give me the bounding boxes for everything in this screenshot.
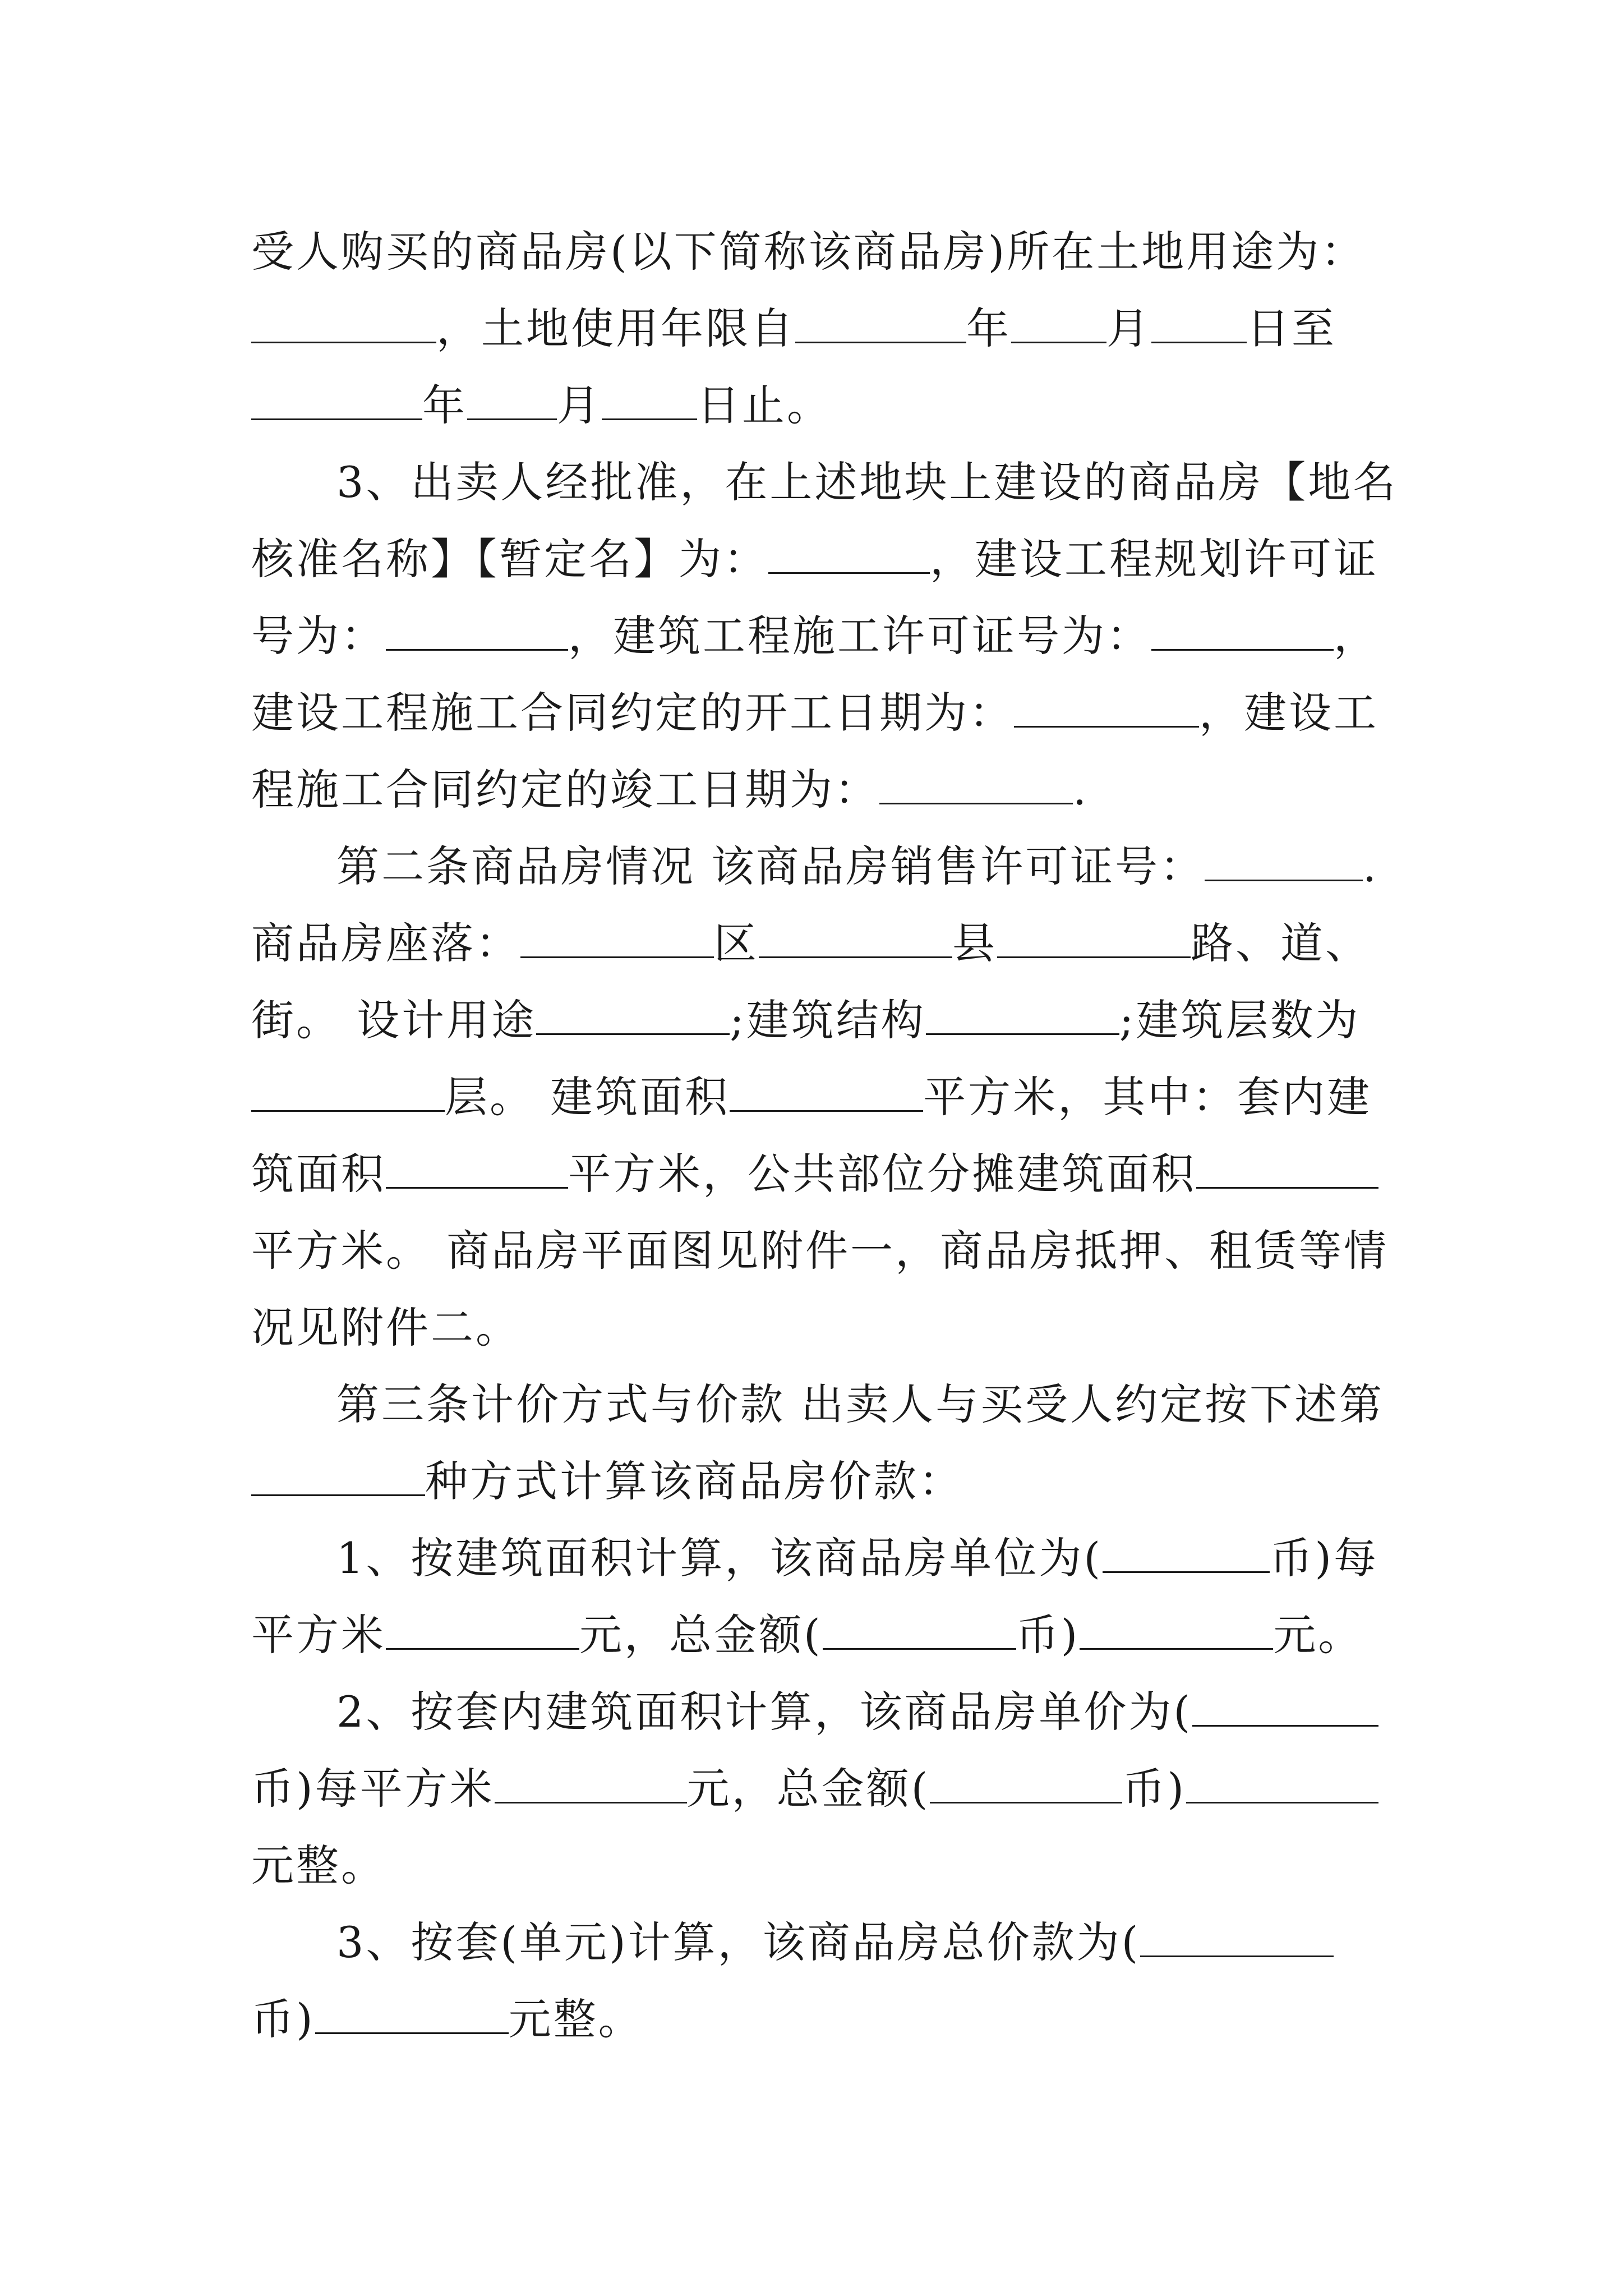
text-run: ;建筑层数为 [1119,995,1361,1045]
text-run: 币)每平方米 [251,1764,495,1814]
fill-in-blank[interactable] [1011,308,1106,343]
text-run: 层。 建筑面积 [445,1072,730,1122]
fill-in-blank[interactable] [315,1999,509,2034]
text-run: 平方米，公共部位分摊建筑面积 [568,1149,1196,1199]
fill-in-blank[interactable] [1196,1153,1378,1189]
fill-in-blank[interactable] [1140,1922,1334,1957]
text-line [251,367,1378,444]
text-run: ，建设工 [1199,688,1378,738]
text-line [251,1059,1378,1135]
fill-in-blank[interactable] [1151,308,1247,343]
text-run: 币) [1122,1764,1186,1814]
text-run: 县 [952,918,997,968]
fill-in-blank[interactable] [251,1076,445,1112]
text-run: 第二条商品房情况 该商品房销售许可证号： [336,841,1205,891]
text-run: 筑面积 [251,1149,386,1199]
fill-in-blank[interactable] [467,385,557,420]
text-run: ， [1334,611,1378,661]
text-run: ;建筑结构 [730,995,926,1045]
text-run: 2、按套内建筑面积计算，该商品房单价为( [336,1687,1193,1737]
text-run: 号为： [251,611,386,661]
text-line [251,674,1378,751]
text-run: 元。 [1273,1610,1363,1660]
text-run: 月 [557,380,602,430]
fill-in-blank[interactable] [536,1000,730,1035]
fill-in-blank[interactable] [495,1768,687,1803]
text-run: 区 [714,918,759,968]
text-run: 第三条计价方式与价款 出卖人与买受人约定按下述第 [336,1379,1385,1429]
text-run: 币)每 [1270,1533,1378,1583]
fill-in-blank[interactable] [1192,1691,1378,1727]
text-line [251,1673,1378,1750]
text-line [251,1520,1378,1596]
fill-in-blank[interactable] [386,1614,579,1650]
text-line [251,521,1378,597]
text-run: 年 [422,380,467,430]
fill-in-blank[interactable] [823,1614,1016,1650]
fill-in-blank[interactable] [1151,615,1334,651]
text-line [251,1596,1378,1673]
text-run: 日至 [1247,303,1336,353]
text-line [251,905,1378,982]
text-run: 种方式计算该商品房价款： [425,1456,963,1506]
text-line [251,1981,1378,2058]
fill-in-blank[interactable] [926,1000,1119,1035]
text-run: 平方米。 商品房平面图见附件一，商品房抵押、租赁等情 [251,1226,1389,1276]
fill-in-blank[interactable] [759,923,952,958]
text-run: 年 [966,303,1011,353]
text-line [251,1135,1378,1212]
text-run: 元，总金额( [686,1764,930,1814]
text-run: 建设工程施工合同约定的开工日期为： [251,688,1014,738]
fill-in-blank[interactable] [768,539,930,574]
text-run: 1、按建筑面积计算，该商品房单位为( [336,1533,1103,1583]
text-run: ，建筑工程施工许可证号为： [568,611,1151,661]
fill-in-blank[interactable] [930,1768,1122,1803]
fill-in-blank[interactable] [1205,846,1363,881]
fill-in-blank[interactable] [997,923,1191,958]
fill-in-blank[interactable] [251,385,422,420]
fill-in-blank[interactable] [251,1461,425,1496]
text-line [251,213,1378,290]
text-line [251,290,1378,367]
text-run: . [1362,841,1378,891]
fill-in-blank[interactable] [1080,1614,1273,1650]
text-line [251,1904,1378,1981]
text-run: 程施工合同约定的竣工日期为： [251,765,879,815]
text-line [251,444,1398,521]
text-run: . [1073,765,1089,815]
text-line [251,828,1378,905]
text-line [251,1212,1389,1289]
text-line [251,1289,1378,1366]
text-line [251,597,1378,674]
text-run: ，土地使用年限自 [436,303,795,353]
text-run: 路、道、 [1191,918,1370,968]
fill-in-blank[interactable] [730,1076,923,1112]
fill-in-blank[interactable] [879,769,1073,804]
text-run: 3、出卖人经批准，在上述地块上建设的商品房【地名 [336,457,1398,507]
text-run: 受人购买的商品房(以下简称该商品房)所在土地用途为： [251,227,1366,277]
fill-in-blank[interactable] [251,308,436,343]
text-run: 商品房座落： [251,918,520,968]
text-run: 月 [1106,303,1151,353]
text-run: 3、按套(单元)计算，该商品房总价款为( [336,1917,1141,1967]
text-run: 核准名称】【暂定名】为： [251,534,768,584]
text-run: 元整。 [251,1841,386,1890]
text-line [251,1366,1385,1443]
fill-in-blank[interactable] [520,923,714,958]
text-line [251,751,1378,828]
fill-in-blank[interactable] [386,615,568,651]
fill-in-blank[interactable] [795,308,966,343]
text-line [251,1750,1378,1827]
text-run: 平方米，其中：套内建 [923,1072,1372,1122]
text-run: 币) [1016,1610,1080,1660]
text-run: ，建设工程规划许可证 [930,534,1378,584]
fill-in-blank[interactable] [386,1153,568,1189]
fill-in-blank[interactable] [1103,1538,1270,1573]
fill-in-blank[interactable] [1186,1768,1378,1803]
text-line [251,1443,1378,1520]
text-run: 平方米 [251,1610,386,1660]
fill-in-blank[interactable] [602,385,697,420]
text-run: 日止。 [697,380,832,430]
text-line [251,982,1378,1059]
text-run: 况见附件二。 [251,1303,520,1352]
fill-in-blank[interactable] [1014,692,1199,728]
text-run: 街。 设计用途 [251,995,537,1045]
text-line [251,1827,1378,1904]
text-run: 元整。 [508,1994,643,2044]
document-body [251,213,1398,2058]
text-run: 元，总金额( [579,1610,823,1660]
text-run: 币) [251,1994,315,2044]
